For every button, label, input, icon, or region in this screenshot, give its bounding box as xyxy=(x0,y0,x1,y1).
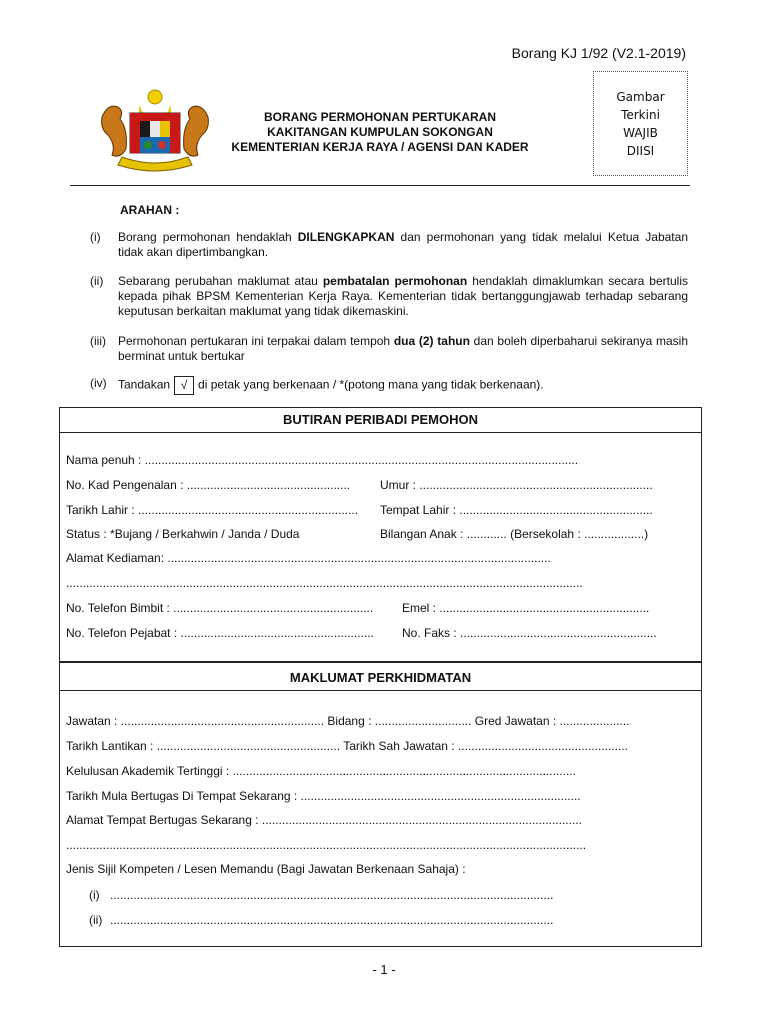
certificate-number: (i) xyxy=(89,888,100,902)
instruction-text: hendaklah dimaklumkan secara bertulis kepada pihak BPSM Kementerian Kerja Raya. Kementerian tidak bertanggungjawab terhadap sebarang keputusan berkaitan maklumat yang tidak dikemaskini. xyxy=(118,274,688,318)
position-field[interactable]: Jawatan : ............................................................. Bidang : ............................. Gred Jawatan : ..................... xyxy=(66,714,630,728)
photo-box-line: WAJIB xyxy=(623,125,658,140)
email-field[interactable]: Emel : ............................................................... xyxy=(402,601,650,615)
work-address-field[interactable]: Alamat Tempat Bertugas Sekarang : ................................................................................................ xyxy=(66,813,582,827)
certificate-number: (ii) xyxy=(89,913,103,927)
header-divider xyxy=(70,185,690,186)
children-count-field[interactable]: Bilangan Anak : ............ (Bersekolah : ..................) xyxy=(380,527,649,541)
photo-box-line: Gambar xyxy=(616,89,665,104)
section-divider xyxy=(60,432,701,433)
birth-date-field[interactable]: Tarikh Lahir : .................................................................. xyxy=(66,503,359,517)
title-line: BORANG PERMOHONAN PERTUKARAN xyxy=(263,110,496,124)
instruction-text: Borang permohonan hendaklah xyxy=(118,230,298,244)
section-heading: MAKLUMAT PERKHIDMATAN xyxy=(289,670,472,685)
instruction-text: Permohonan pertukaran ini terpakai dalam tempoh xyxy=(118,334,394,348)
instruction-item xyxy=(90,274,688,319)
instruction-text: di petak yang berkenaan / *(potong mana yang tidak berkenaan). xyxy=(198,377,544,392)
certificate-heading: Jenis Sijil Kompeten / Lesen Memandu (Bagi Jawatan Berkenaan Sahaja) : xyxy=(66,862,466,876)
home-address-line2[interactable]: ........................................................................................................................................................... xyxy=(66,576,583,590)
instruction-number: (iv) xyxy=(90,376,107,390)
mobile-phone-field[interactable]: No. Telefon Bimbit : ............................................................ xyxy=(66,601,374,615)
home-address-field[interactable]: Alamat Kediaman: ................................................................................................................... xyxy=(66,551,551,565)
instruction-number: (i) xyxy=(90,230,101,244)
instruction-text: dan permohonan yang tidak melalui Ketua Jabatan tidak akan dipertimbangkan. xyxy=(118,230,688,259)
instruction-emphasis: dua (2) tahun xyxy=(393,334,470,348)
page-number: - 1 - xyxy=(372,962,396,977)
start-date-field[interactable]: Tarikh Mula Bertugas Di Tempat Sekarang : .................................................................................... xyxy=(66,789,581,803)
fax-field[interactable]: No. Faks : ........................................................... xyxy=(402,626,657,640)
coat-of-arms-logo xyxy=(96,87,214,173)
instruction-emphasis: pembatalan permohonan xyxy=(322,274,468,288)
section-heading: BUTIRAN PERIBADI PEMOHON xyxy=(282,412,478,427)
age-field[interactable]: Umur : ...................................................................... xyxy=(380,478,653,492)
certificate-field-1[interactable]: ..................................................................................................................................... xyxy=(110,888,554,902)
photo-box[interactable] xyxy=(593,71,688,176)
tick-sample-box: √ xyxy=(174,376,194,395)
section-divider xyxy=(60,690,701,691)
instruction-item xyxy=(90,376,688,395)
academic-qualification-field[interactable]: Kelulusan Akademik Tertinggi : ....................................................................................................... xyxy=(66,764,576,778)
office-phone-field[interactable]: No. Telefon Pejabat : .......................................................... xyxy=(66,626,374,640)
instruction-number: (ii) xyxy=(90,274,104,288)
full-name-field[interactable]: Nama penuh : .................................................................................................................................. xyxy=(66,453,579,467)
photo-box-line: Terkini xyxy=(621,107,660,122)
personal-details-section xyxy=(59,407,702,663)
instruction-number: (iii) xyxy=(90,334,106,348)
marital-status-field[interactable]: Status : *Bujang / Berkahwin / Janda / Duda xyxy=(66,527,300,541)
instruction-item xyxy=(90,334,688,364)
instructions-heading: ARAHAN : xyxy=(120,203,180,217)
birth-place-field[interactable]: Tempat Lahir : .......................................................... xyxy=(380,503,653,517)
title-line: KEMENTERIAN KERJA RAYA / AGENSI DAN KADER xyxy=(231,140,529,154)
form-code: Borang KJ 1/92 (V2.1-2019) xyxy=(511,45,686,61)
work-address-line2[interactable]: ............................................................................................................................................................ xyxy=(66,838,587,852)
instruction-text: dan boleh diperbaharui sekiranya masih berminat untuk bertukar xyxy=(118,334,689,363)
instruction-item xyxy=(90,230,688,260)
service-details-section xyxy=(59,661,702,947)
instruction-emphasis: DILENGKAPKAN xyxy=(297,230,395,244)
ic-number-field[interactable]: No. Kad Pengenalan : ................................................. xyxy=(66,478,351,492)
certificate-field-2[interactable]: ..................................................................................................................................... xyxy=(110,913,554,927)
title-line: KAKITANGAN KUMPULAN SOKONGAN xyxy=(267,125,493,139)
form-title xyxy=(200,110,560,155)
instruction-text: Tandakan xyxy=(118,377,171,392)
photo-box-line: DIISI xyxy=(626,143,655,158)
instruction-text: Sebarang perubahan maklumat atau xyxy=(118,274,323,288)
appointment-date-field[interactable]: Tarikh Lantikan : ....................................................... Tarikh Sah Jawatan : ................................................... xyxy=(66,739,628,753)
